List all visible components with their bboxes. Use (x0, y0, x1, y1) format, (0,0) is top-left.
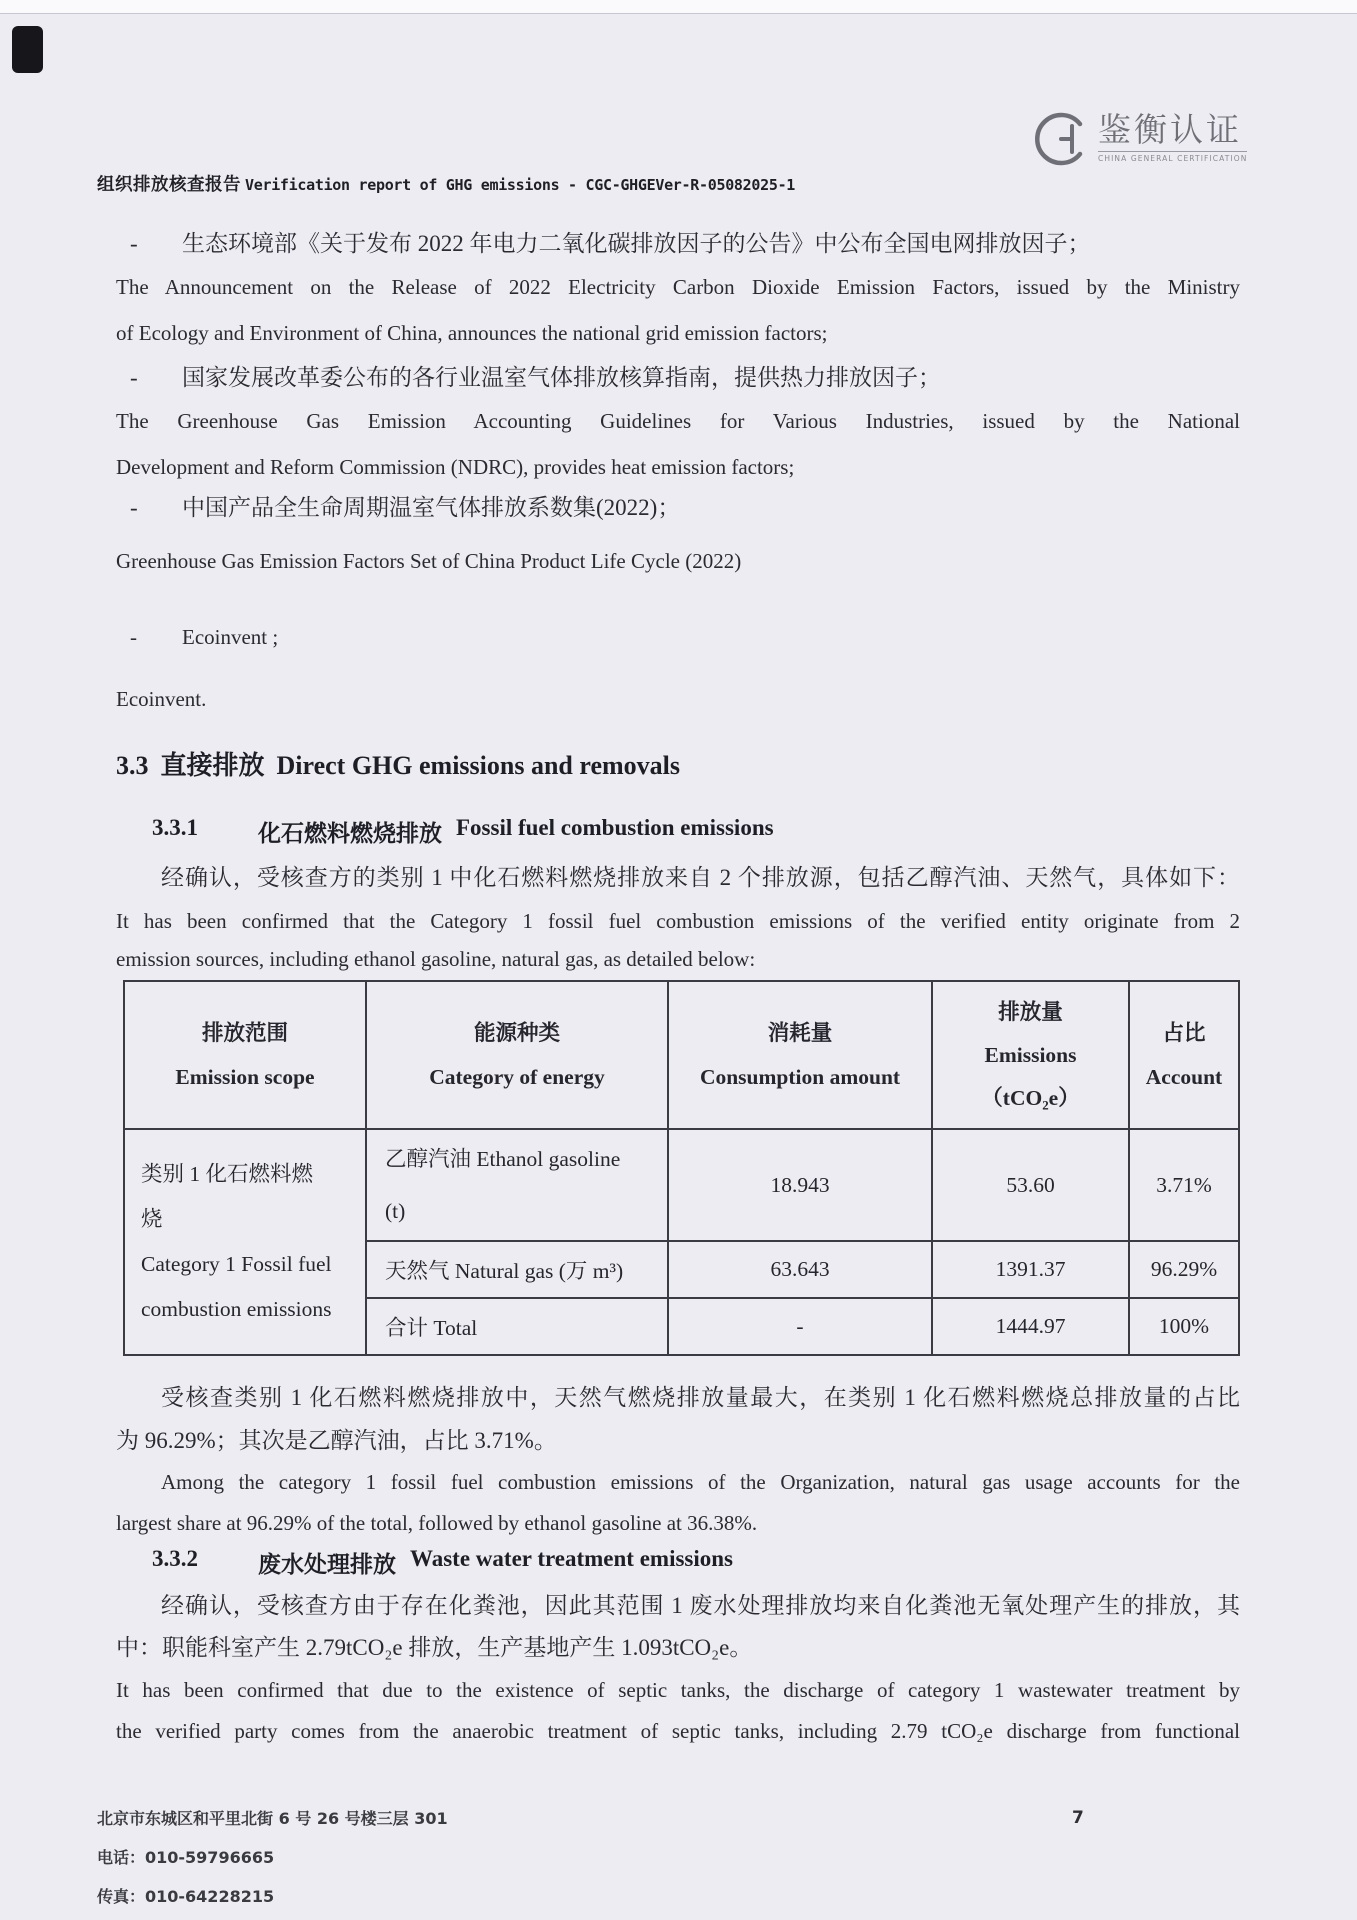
section-number: 3.3.1 (152, 815, 198, 840)
reference-item-1-en-line1: The Announcement on the Release of 2022 Electricity Carbon Dioxide Emission Factors, issued by the Ministry (116, 275, 1240, 299)
logo-brand-en: CHINA GENERAL CERTIFICATION (1098, 151, 1247, 163)
fossil-fuel-emissions-table (123, 980, 1240, 1356)
para-331-en-line1: It has been confirmed that the Category 1 fossil fuel combustion emissions of the verified entity originate from 2 (116, 909, 1240, 933)
reference-item-4-cn (116, 622, 278, 652)
cell-energy-ethanol: 乙醇汽油 Ethanol gasoline (t) (366, 1129, 668, 1241)
section-title-en: Waste water treatment emissions (410, 1546, 733, 1571)
reference-item-1-en-line2: of Ecology and Environment of China, announces the national grid emission factors; (116, 321, 828, 345)
header-title-cn: 组织排放核查报告 (97, 175, 241, 195)
reference-item-4-en: Ecoinvent. (116, 687, 207, 711)
bullet-dash: - (130, 231, 138, 256)
header-title-en: Verification report of GHG emissions - CGC-GHGEVer-R-05082025-1 (245, 176, 796, 194)
cell-share: 96.29% (1129, 1241, 1239, 1298)
cell-share: 100% (1129, 1298, 1239, 1355)
section-number: 3.3.2 (152, 1546, 198, 1571)
gc-logo-icon (1032, 110, 1090, 168)
table-header-row (124, 981, 1239, 1129)
para-332-en-line1: It has been confirmed that due to the existence of septic tanks, the discharge of category 1 wastewater treatment by (116, 1678, 1240, 1702)
analysis-en-line2: largest share at 96.29% of the total, followed by ethanol gasoline at 36.38%. (116, 1511, 758, 1535)
reference-text: 生态环境部《关于发布 2022 年电力二氧化碳排放因子的公告》中公布全国电网排放因子； (182, 231, 1091, 256)
section-number: 3.3 (116, 751, 149, 780)
section-3-3-1-heading (116, 815, 774, 848)
header-account: 占比 Account (1129, 981, 1239, 1129)
cell-emission-scope: 类别 1 化石燃料燃 烧 Category 1 Fossil fuel combustion emissions (124, 1129, 366, 1355)
header-emissions: 排放量 Emissions （tCO₂e） (932, 981, 1129, 1129)
logo-brand-cn: 鉴衡认证 (1098, 110, 1242, 149)
header-category-of-energy: 能源种类 Category of energy (366, 981, 668, 1129)
cell-energy-natural-gas: 天然气 Natural gas (万 m³) (366, 1241, 668, 1298)
para-332-cn-line1: 经确认，受核查方由于存在化粪池，因此其范围 1 废水处理排放均来自化粪池无氧处理产生的排放，其 (161, 1593, 1240, 1618)
reference-item-3-cn (116, 492, 680, 524)
footer-address: 北京市东城区和平里北街 6 号 26 号楼三层 301 (97, 1809, 448, 1828)
footer-phone: 电话：010-59796665 (97, 1848, 275, 1867)
cell-consumption: - (668, 1298, 932, 1355)
analysis-cn-line2: 为 96.29%；其次是乙醇汽油，占比 3.71%。 (116, 1428, 557, 1453)
header-consumption-amount: 消耗量 Consumption amount (668, 981, 932, 1129)
para-332-en-line2: the verified party comes from the anaerobic treatment of septic tanks, including 2.79 tCO₂e discharge from functional (116, 1719, 1240, 1743)
section-title-cn: 化石燃料燃烧排放 (258, 821, 442, 846)
cell-emissions: 53.60 (932, 1129, 1129, 1241)
certification-logo (1032, 110, 1247, 168)
table-row (124, 1129, 1239, 1241)
cell-energy-total: 合计 Total (366, 1298, 668, 1355)
header-emission-scope: 排放范围 Emission scope (124, 981, 366, 1129)
bullet-dash: - (130, 365, 138, 390)
bullet-dash: - (130, 625, 137, 649)
para-332-cn-line2: 中：职能科室产生 2.79tCO₂e 排放，生产基地产生 1.093tCO₂e。 (116, 1635, 753, 1660)
cell-share: 3.71% (1129, 1129, 1239, 1241)
section-title-en: Direct GHG emissions and removals (276, 751, 680, 780)
cell-emissions: 1444.97 (932, 1298, 1129, 1355)
cell-consumption: 63.643 (668, 1241, 932, 1298)
para-331-cn: 经确认，受核查方的类别 1 中化石燃料燃烧排放来自 2 个排放源，包括乙醇汽油、天然气，具体如下： (161, 865, 1240, 890)
reference-item-2-en-line2: Development and Reform Commission (NDRC), provides heat emission factors; (116, 455, 795, 479)
section-3-3-heading (116, 745, 680, 782)
analysis-cn-line1: 受核查类别 1 化石燃料燃烧排放中，天然气燃烧排放量最大，在类别 1 化石燃料燃烧总排放量的占比 (161, 1385, 1240, 1410)
reference-item-2-en-line1: The Greenhouse Gas Emission Accounting Guidelines for Various Industries, issued by the National (116, 409, 1240, 433)
cell-consumption: 18.943 (668, 1129, 932, 1241)
cell-emissions: 1391.37 (932, 1241, 1129, 1298)
reference-item-2-cn (116, 362, 941, 394)
analysis-en-line1: Among the category 1 fossil fuel combustion emissions of the Organization, natural gas usage accounts for the (161, 1470, 1240, 1494)
reference-text: 国家发展改革委公布的各行业温室气体排放核算指南，提供热力排放因子； (182, 365, 941, 390)
section-title-cn: 直接排放 (160, 751, 265, 780)
reference-item-1-cn (116, 228, 1091, 260)
section-3-3-2-heading (116, 1546, 733, 1579)
section-title-cn: 废水处理排放 (258, 1552, 396, 1577)
reference-item-3-en: Greenhouse Gas Emission Factors Set of China Product Life Cycle (2022) (116, 549, 742, 573)
scan-top-edge (0, 0, 1357, 14)
reference-text: 中国产品全生命周期温室气体排放系数集(2022)； (182, 495, 681, 520)
bullet-dash: - (130, 495, 138, 520)
document-header-title (97, 171, 795, 196)
footer-fax: 传真：010-64228215 (97, 1887, 275, 1906)
page-number: 7 (1072, 1808, 1084, 1828)
para-331-en-line2: emission sources, including ethanol gasoline, natural gas, as detailed below: (116, 947, 756, 971)
section-title-en: Fossil fuel combustion emissions (456, 815, 774, 840)
scan-artifact-square (12, 26, 43, 73)
reference-text: Ecoinvent ; (182, 625, 279, 649)
